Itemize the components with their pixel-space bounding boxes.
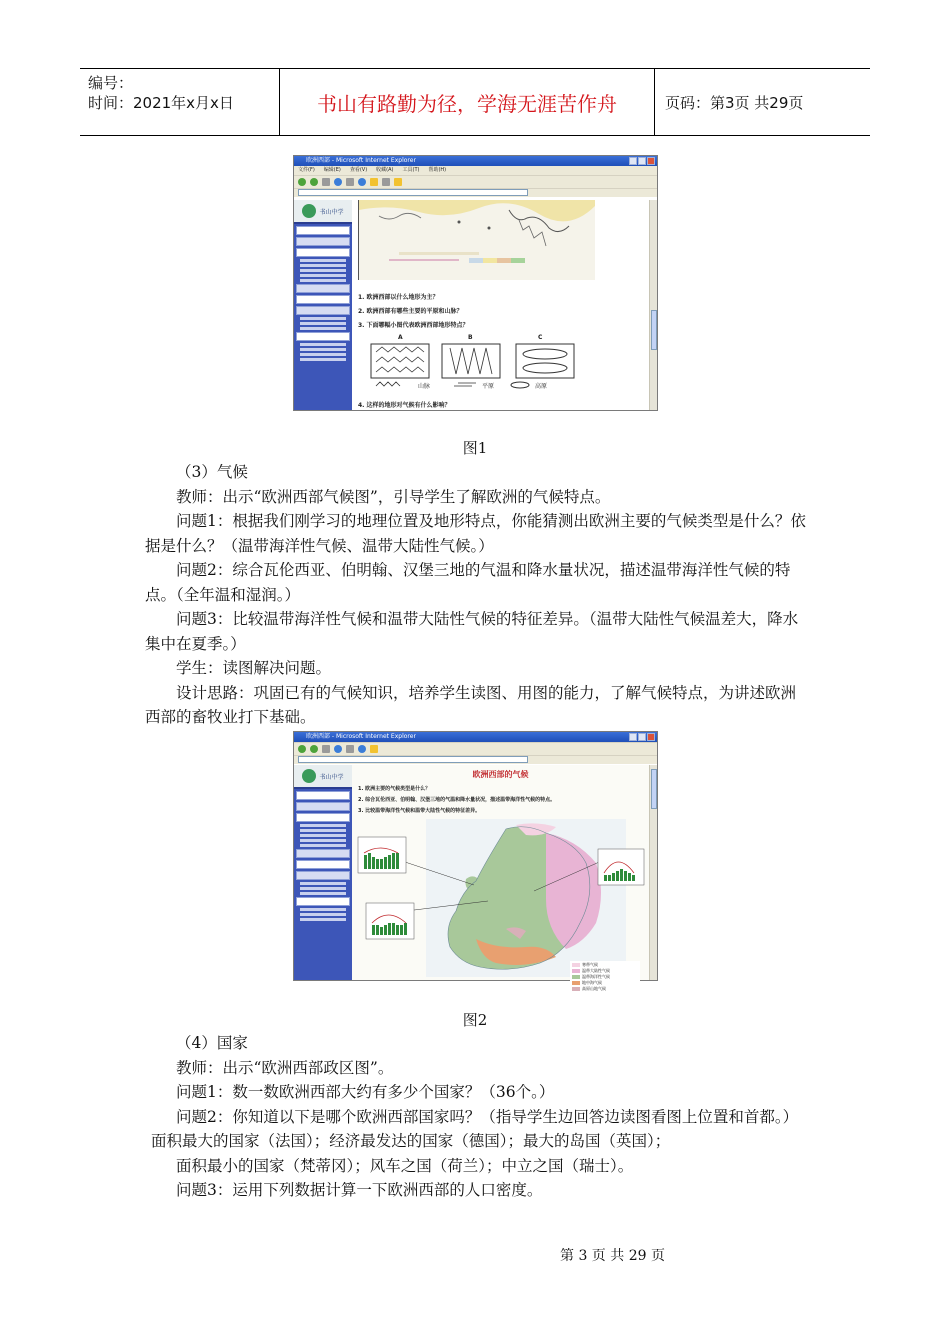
stop-icon — [322, 745, 330, 753]
section4-question-1: 问题1：数一数欧洲西部大约有多少个国家？（36个。） — [176, 1083, 555, 1101]
forward-icon — [310, 178, 318, 186]
menu-tools: 工具(T) — [402, 167, 420, 173]
menu-view: 查看(V) — [349, 167, 368, 173]
climate-map-svg — [356, 819, 646, 979]
section4-line-1: 面积最大的国家（法国）；经济最发达的国家（德国）；最大的岛国（英国）； — [151, 1132, 671, 1150]
section3-question-3: 问题3：比较温带海洋性气候和温带大陆性气候的特征差异。（温带大陆性气候温差大，降水集中在夏季。） — [145, 610, 799, 653]
figure2-toolbar — [294, 742, 657, 755]
close-icon — [647, 157, 655, 165]
maximize-icon — [638, 733, 646, 741]
option-a-label: A — [398, 334, 403, 341]
figure1-titlebar — [294, 156, 657, 166]
close-icon — [647, 733, 655, 741]
section3-design: 设计思路：巩固已有的气候知识，培养学生读图、用图的能力，了解气候特点，为讲述欧洲西部的畜牧业打下基础。 — [145, 683, 797, 726]
section4-line-2: 面积最小的国家（梵蒂冈）；风车之国（荷兰）；中立之国（瑞士）。 — [176, 1156, 634, 1175]
figure1-question-2: 2. 欧洲西部有哪些主要的平原和山脉？ — [358, 308, 463, 315]
figure2-window-title: 欧洲西部 - Microsoft Internet Explorer — [306, 733, 416, 740]
menu-favorites: 收藏(A) — [376, 167, 394, 173]
back-icon — [298, 178, 306, 186]
section3-student: 学生：读图解决问题。 — [176, 659, 332, 677]
climograph-valencia — [358, 837, 406, 873]
menu-help: 帮助(H) — [428, 167, 447, 173]
maximize-icon — [638, 157, 646, 165]
figure2-titlebar — [294, 732, 657, 742]
terrain-options — [370, 334, 580, 390]
time-label: 时间：2021年x月x日 — [88, 94, 234, 112]
figure1-screenshot — [293, 155, 658, 411]
forward-icon — [310, 745, 318, 753]
section4 — [145, 1031, 810, 1203]
refresh-icon — [334, 178, 342, 186]
site-logo: 书山中学 — [294, 765, 352, 789]
legend-plateau: 高原 — [535, 383, 548, 390]
figure2-address-bar — [294, 755, 657, 764]
page-header — [80, 68, 870, 136]
minimize-icon — [629, 157, 637, 165]
legend-item: 地中海气候 — [572, 980, 638, 986]
header-meta — [80, 69, 280, 135]
folder-icon — [394, 178, 402, 186]
menu-edit: 编辑(E) — [323, 167, 341, 173]
history-icon — [382, 178, 390, 186]
climograph-birmingham — [366, 903, 414, 939]
logo-seal-icon — [302, 204, 316, 218]
terrain-options-svg — [370, 342, 580, 390]
minimize-icon — [629, 733, 637, 741]
stop-icon — [322, 178, 330, 186]
figure1-question-4: 4. 这样的地形对气候有什么影响？ — [358, 402, 451, 409]
section4-teacher: 教师：出示“欧洲西部政区图”。 — [176, 1058, 394, 1077]
legend-item: 温带大陆性气候 — [572, 968, 638, 974]
home-icon — [346, 178, 354, 186]
figure2-sidebar — [294, 765, 352, 980]
page-footer: 第 3 页 共 29 页 — [560, 1248, 665, 1264]
figure1-menubar — [294, 166, 657, 175]
figure2-question-1: 1. 欧洲主要的气候类型是什么？ — [358, 786, 431, 792]
section3 — [145, 460, 810, 730]
figure1-scrollbar — [649, 200, 657, 410]
section4-heading: （4）国家 — [176, 1034, 248, 1052]
favorites-icon — [370, 178, 378, 186]
section4-question-2: 问题2：你知道以下是哪个欧洲西部国家吗？（指导学生边回答边读图看图上位置和首都。） — [176, 1107, 799, 1126]
site-logo: 书山中学 — [294, 200, 352, 224]
legend-item: 高原山地气候 — [572, 986, 638, 992]
figure2-content — [352, 765, 649, 991]
legend-item: 温带海洋性气候 — [572, 974, 638, 980]
figure1-address-bar — [294, 188, 657, 197]
search-icon — [358, 178, 366, 186]
figure1-toolbar — [294, 175, 657, 188]
address-field — [298, 189, 528, 196]
figure1-caption: 图1 — [462, 439, 488, 457]
figure1-question-1: 1. 欧洲西部以什么地形为主？ — [358, 294, 439, 301]
terrain-map — [358, 200, 594, 280]
climograph-hamburg — [598, 849, 644, 885]
figure2-question-3: 3. 比较温带海洋性气候和温带大陆性气候的特征差异。 — [358, 808, 481, 814]
menu-file: 文件(F) — [298, 167, 315, 173]
favorites-icon — [370, 745, 378, 753]
figure2-screenshot — [293, 731, 658, 991]
legend-mountain: 山脉 — [418, 383, 431, 390]
terrain-map-svg — [359, 200, 595, 280]
window-controls — [629, 157, 655, 165]
section3-teacher: 教师：出示“欧洲西部气候图”，引导学生了解欧洲的气候特点。 — [176, 487, 611, 506]
figure2-scrollbar — [649, 765, 657, 980]
search-icon — [358, 745, 366, 753]
header-motto: 书山有路勤为径，学海无涯苦作舟 — [280, 69, 655, 135]
legend-item: 寒带气候 — [572, 962, 638, 968]
address-field — [298, 756, 528, 763]
option-c-label: C — [538, 334, 543, 341]
window-controls — [629, 733, 655, 741]
figure2-question-2: 2. 综合瓦伦西亚、伯明翰、汉堡三地的气温和降水量状况，描述温带海洋性气候的特点。 — [358, 797, 556, 803]
figure1-window-title: 欧洲西部 - Microsoft Internet Explorer — [306, 157, 416, 164]
section3-question-1: 问题1：根据我们刚学习的地理位置及地形特点，你能猜测出欧洲主要的气候类型是什么？依据是什么？（温带海洋性气候、温带大陆性气候。） — [145, 512, 806, 555]
figure2-page-title: 欧洲西部的气候 — [472, 770, 529, 779]
section3-question-2: 问题2：综合瓦伦西亚、伯明翰、汉堡三地的气温和降水量状况，描述温带海洋性气候的特点。（全年温和湿润。） — [145, 561, 791, 604]
header-page-info: 页码：第3页 共29页 — [665, 93, 804, 112]
number-label: 编号： — [88, 74, 134, 92]
home-icon — [346, 745, 354, 753]
back-icon — [298, 745, 306, 753]
figure1-sidebar — [294, 200, 352, 410]
figure1-content — [352, 200, 649, 410]
figure2-caption: 图2 — [462, 1011, 488, 1029]
legend-plain: 平原 — [482, 383, 495, 390]
section3-heading: （3）气候 — [176, 463, 248, 481]
figure1-question-3: 3. 下面哪幅小图代表欧洲西部地形特点？ — [358, 322, 469, 329]
climate-legend — [570, 961, 640, 993]
logo-seal-icon — [302, 769, 316, 783]
option-b-label: B — [468, 334, 473, 341]
refresh-icon — [334, 745, 342, 753]
section4-question-3: 问题3：运用下列数据计算一下欧洲西部的人口密度。 — [176, 1181, 543, 1199]
